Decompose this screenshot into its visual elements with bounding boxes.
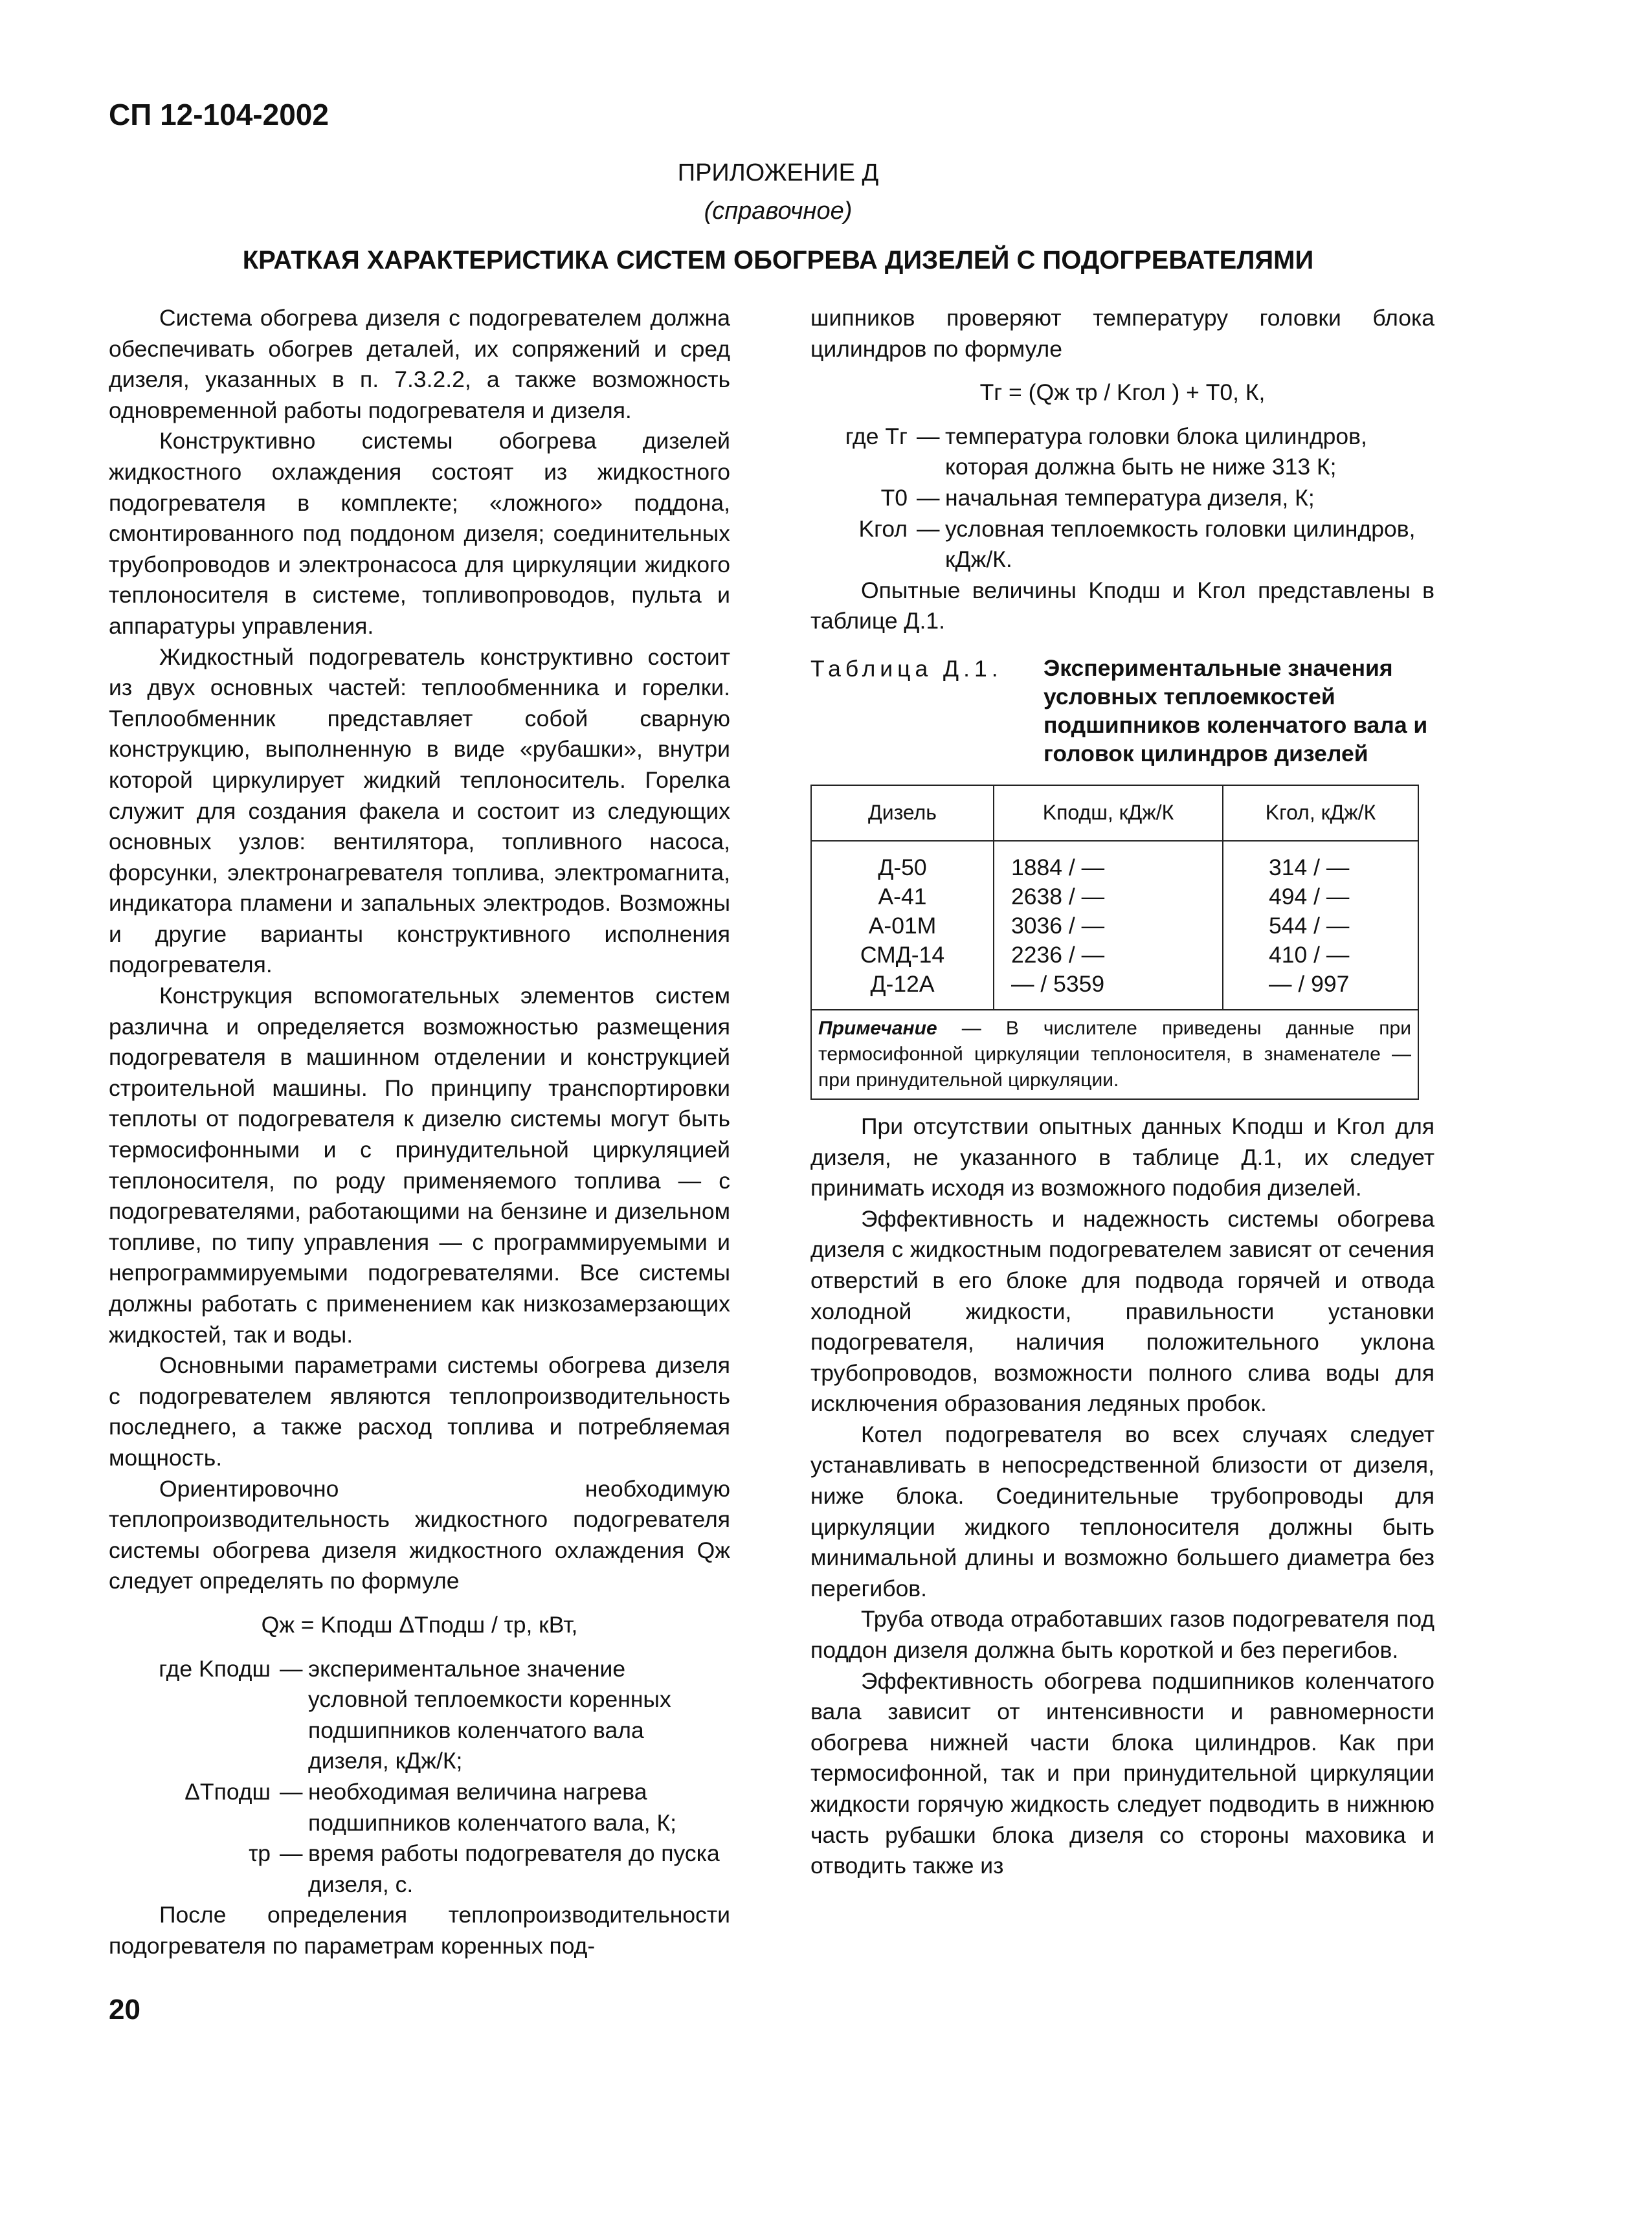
appendix-sublabel: (справочное) [704,197,853,225]
table-label: Таблица Д.1. [810,655,1003,682]
definition-text: температура головки блока цилиндров, которая должна быть не ниже 313 К; [945,423,1367,480]
table-cell: 314 / — [1269,854,1350,880]
paragraph: Конструкция вспомогательных элементов систем различна и определяется возможностью размещения подогревателя в машинном отделении и конструкцией строительной машины. По принципу транспортировки теплоты от подогревателя к дизелю системы могут быть термосифонными и с принудительной циркуляцией теплоносителя, по роду применяемого топлива — с подогревателями, работающими на бензине и дизельном топливе, по типу управления — с программируемыми и непрограммируемыми подогревателями. Все системы должны работать с применением как низкозамерзающих жидкостей, так и воды. [109,983,730,1348]
table-cell: 544 / — [1269,912,1350,939]
table-cell: — / 5359 [1011,970,1105,997]
definition-symbol: где Kподш [159,1655,271,1682]
definition-text: время работы подогревателя до пуска дизеля, с. [308,1840,720,1897]
note-text: — В числителе приведены данные при термосифонной циркуляции теплоносителя, в знаменателе — при принудительной циркуляции. [818,1017,1411,1091]
symbol-definitions [109,1654,730,1901]
paragraph: Опытные величины Kподш и Kгол представлены в таблице Д.1. [810,577,1434,634]
table-header-row [811,785,1418,841]
definition-row [810,483,1434,514]
column-header-k-head: Kгол, кДж/К [1223,785,1418,841]
table-title: Экспериментальные значения условных теплоемкостей подшипников коленчатого вала и головок цилиндров дизелей [1044,654,1428,766]
definition-dash: — [917,423,940,449]
paragraph: Система обогрева дизеля с подогревателем должна обеспечивать обогрев деталей, их сопряжений и сред дизеля, указанных в п. 7.3.2.2, а также возможность одновременной работы подогревателя и дизеля. [109,305,730,423]
table-body [811,841,1418,1010]
table-cell: А-01М [868,912,937,939]
left-column [109,303,730,1961]
definition-dash: — [280,1778,303,1805]
table-cell: 494 / — [1269,883,1350,909]
paragraph: Труба отвода отработавших газов подогревателя под поддон дизеля должна быть короткой и без перегибов. [810,1606,1434,1664]
definition-symbol: τр [249,1840,271,1867]
formula-heat-output: Qж = Kподш ΔTподш / τр, кВт, [261,1611,578,1638]
paragraph: шипников проверяют температуру головки блока цилиндров по формуле [810,305,1434,362]
column-header-k-bearing: Kподш, кДж/К [994,785,1223,841]
column-k-head [1223,841,1418,1010]
paragraph: Основными параметрами системы обогрева дизеля с подогревателем являются теплопроизводительность последнего, а также расход топлива и потребляемая мощность. [109,1352,730,1471]
column-k-bearing [994,841,1223,1010]
table-note-row [811,1010,1418,1099]
definition-dash: — [917,484,940,511]
column-diesel [811,841,994,1010]
definition-symbol: Kгол [858,515,908,542]
paragraph: Эффективность и надежность системы обогрева дизеля с жидкостным подогревателем зависят от сечения отверстий в его блоке для подвода горячей и отвода холодной жидкости, правильности установки подогревателя, наличия положительного уклона трубопроводов, возможности полного слива воды для исключения образования ледяных пробок. [810,1205,1434,1417]
note-label: Примечание [818,1017,937,1039]
table-cell: Д-50 [878,854,927,880]
definition-symbol: где Tг [845,423,908,449]
definition-text: экспериментальное значение условной теплоемкости коренных подшипников коленчатого вала дизеля, кДж/К; [308,1655,671,1774]
paragraph: Ориентировочно необходимую теплопроизводительность жидкостного подогревателя системы обогрева дизеля жидкостного охлаждения Qж следует определять по формуле [109,1475,730,1594]
table-cell: 410 / — [1269,941,1350,968]
page-number: 20 [109,1994,140,2025]
paragraph: После определения теплопроизводительности подогревателя по параметрам коренных под- [109,1902,730,1959]
formula-head-temperature: Tг = (Qж τр / Kгол ) + T0, К, [979,379,1266,406]
right-column [810,303,1434,1882]
definition-text: начальная температура дизеля, К; [945,484,1315,511]
definition-row [109,1777,730,1838]
document-code: СП 12-104-2002 [109,98,329,131]
section-title: КРАТКАЯ ХАРАКТЕРИСТИКА СИСТЕМ ОБОГРЕВА ДИЗЕЛЕЙ С ПОДОГРЕВАТЕЛЯМИ [242,246,1314,274]
definition-dash: — [280,1840,303,1867]
table-note [811,1010,1418,1099]
paragraph: Конструктивно системы обогрева дизелей жидкостного охлаждения состоят из жидкостного подогревателя в комплекте; «ложного» поддона, смонтированного под поддоном дизеля; соединительных трубопроводов и электронасоса для циркуляции жидкого теплоносителя в системе, топливопроводов, пульта и аппаратуры управления. [109,428,730,639]
data-table [810,785,1419,1100]
paragraph: Эффективность обогрева подшипников коленчатого вала зависит от интенсивности и равномерности обогрева нижней части блока цилиндров. Как при термосифонной, так и при принудительной циркуляции жидкости горячую жидкость следует подводить в нижнюю часть рубашки блока дизеля со стороны маховика и отводить также из [810,1667,1434,1879]
definition-row [109,1654,730,1777]
definition-symbol: ΔTподш [184,1778,271,1805]
symbol-definitions [810,421,1434,575]
table-cell: — / 997 [1269,970,1350,997]
table-cell: Д-12А [870,970,935,997]
definition-text: условная теплоемкость головки цилиндров, кДж/К. [945,515,1416,573]
definition-row [109,1838,730,1900]
table-cell: СМД-14 [860,941,945,968]
definition-dash: — [280,1655,303,1682]
definition-text: необходимая величина нагрева подшипников коленчатого вала, К; [308,1778,676,1836]
definition-row [810,421,1434,483]
definition-symbol: T0 [880,484,908,511]
table-cell: 3036 / — [1011,912,1105,939]
table-caption [810,654,1434,768]
definition-dash: — [917,515,940,542]
column-header-diesel: Дизель [811,785,994,841]
paragraph: Котел подогревателя во всех случаях следует устанавливать в непосредственной близости от дизеля, ниже блока. Соединительные трубопроводы для циркуляции жидкого теплоносителя должны быть минимальной длины и возможно большего диаметра без перегибов. [810,1421,1434,1601]
paragraph: Жидкостный подогреватель конструктивно состоит из двух основных частей: теплообменника и горелки. Теплообменник представляет собой сварную конструкцию, выполненную в виде «рубашки», внутри которой циркулирует жидкий теплоноситель. Горелка служит для создания факела и состоит из следующих основных узлов: вентилятора, топливного насоса, форсунки, электронагревателя топлива, электромагнита, индикатора пламени и запальных электродов. Возможны и другие варианты конструктивного исполнения подогревателя. [109,643,730,978]
table-cell: 1884 / — [1011,854,1105,880]
table-cell: 2236 / — [1011,941,1105,968]
paragraph: При отсутствии опытных данных Kподш и Kгол для дизеля, не указанного в таблице Д.1, их следует принимать исходя из возможного подобия дизелей. [810,1113,1434,1201]
definition-row [810,514,1434,575]
table-cell: А-41 [878,883,927,909]
table-cell: 2638 / — [1011,883,1105,909]
appendix-label: ПРИЛОЖЕНИЕ Д [677,159,879,186]
